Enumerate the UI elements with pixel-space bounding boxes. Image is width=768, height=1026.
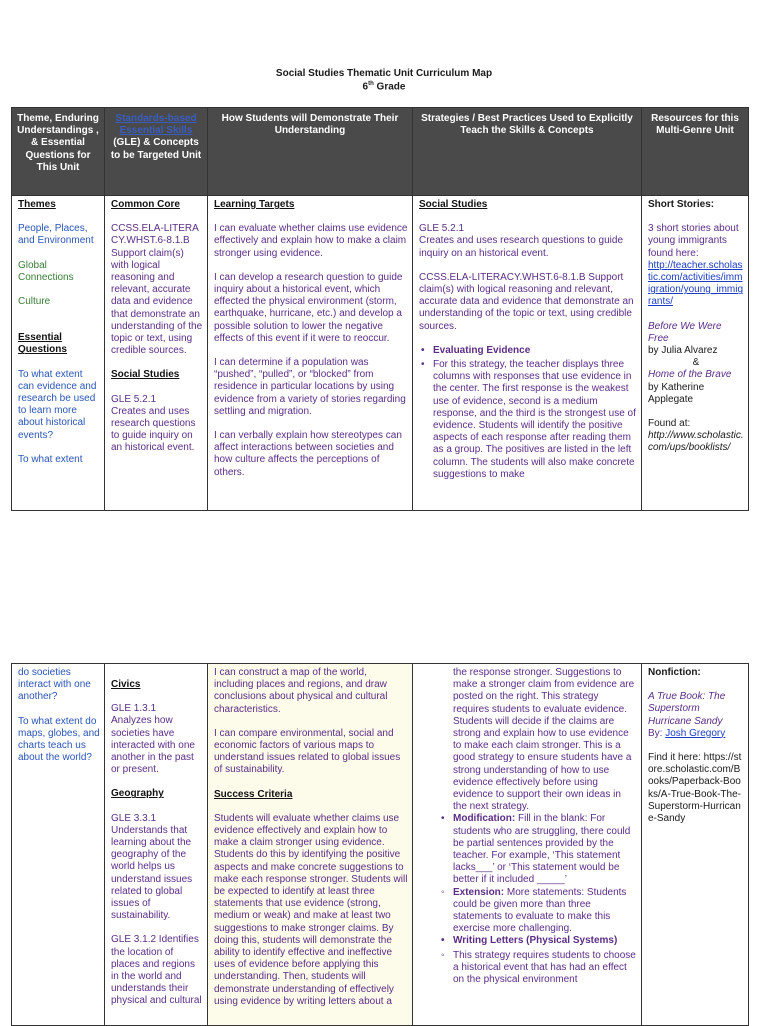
- themes-heading: Themes: [18, 199, 56, 210]
- cell-standards: [105, 196, 208, 511]
- learning-target: I can develop a research question to guide inquiry about a historical event, which effected the physical environment (storm, earthquake, hurricane, etc.) and develop a possible solution to lower the negative effects of this event if it were to reoccur.: [214, 271, 403, 344]
- standard-code: CCSS.ELA-LITERACY.WHST.6-8.1.B: [111, 223, 199, 247]
- bullet-icon: •: [441, 813, 445, 825]
- success-criteria-heading: Success Criteria: [214, 788, 293, 800]
- essential-question: To what extent can evidence and research be used to learn more about historical events?: [18, 368, 97, 441]
- short-stories-link[interactable]: http://teacher.scholastic.com/activities/immigration/young_immigrants/: [648, 259, 744, 308]
- gle-text: Analyzes how societies have interacted with one another in the past or present.: [111, 715, 195, 776]
- cell-resources: [642, 196, 749, 511]
- extension-label: Extension:: [453, 886, 505, 898]
- ampersand: &: [692, 357, 700, 369]
- cell-themes-cont: [12, 664, 105, 1026]
- standards-link[interactable]: Standards-based Essential Skills: [115, 113, 197, 137]
- theme-item: Culture: [18, 296, 51, 308]
- gle-text: Creates and uses research questions to guide inquiry on an historical event.: [419, 235, 624, 259]
- circle-bullet-icon: ◦: [441, 886, 445, 898]
- col-header-resources: [642, 108, 749, 196]
- col-header-strategies-text: Strategies / Best Practices Used to Explicitly Teach the Skills & Concepts: [421, 113, 633, 137]
- learning-target: I can verbally explain how stereotypes can affect interactions between societies and how culture affects the perceptions of others.: [214, 430, 402, 478]
- col-header-demonstrate: [208, 108, 413, 196]
- short-stories-heading: Short Stories:: [648, 199, 715, 210]
- document-title: Social Studies Thematic Unit Curriculum Map: [275, 68, 493, 79]
- standard-text: Support claim(s) with logical reasoning and relevant, accurate data and evidence that demonstrate an understanding of the topic or text, using credible sources.: [111, 247, 203, 357]
- book-title: A True Book: The Superstorm Hurricane Sandy: [648, 691, 726, 727]
- geography-heading: Geography: [111, 788, 164, 800]
- modification-label: Modification:: [453, 813, 516, 825]
- strategy-list: [419, 345, 637, 481]
- found-at-url: http://www.scholastic.com/ups/booklists/: [648, 430, 744, 454]
- social-studies-heading: Social Studies: [419, 199, 488, 210]
- essential-question: do societies interact with one another?: [18, 667, 91, 703]
- strategy-title: Evaluating Evidence: [433, 344, 531, 356]
- grade-suffix: th: [368, 81, 374, 87]
- bullet-icon: •: [421, 359, 425, 371]
- grade-label: [0, 81, 768, 92]
- col-header-theme: [12, 108, 105, 196]
- col-header-theme-text: Theme, Enduring Understandings , & Essential Questions for This Unit: [17, 113, 99, 173]
- cell-strategies-cont: [413, 664, 642, 1026]
- grade-number: 6: [362, 81, 369, 93]
- strategy-item: [441, 886, 637, 936]
- civics-heading: Civics: [111, 679, 141, 690]
- success-criteria-text: Students will evaluate whether claims use evidence effectively and explain how to make a claim stronger using evidence. Students do this by identifying the positive aspects and make concrete suggestions to make each response stronger. Students will be expected to identify at least three statements that use evidence (strong, medium or weak) and make at least two suggestions to make stronger claims. By doing this, students will demonstrate the ability to identify effective and ineffective uses of evidence before applying this understanding. Then, students will demonstrate understanding of effectively using evidence by writing letters about a: [214, 812, 408, 1007]
- gle-text: Creates and uses research questions to guide inquiry on an historical event.: [111, 405, 196, 454]
- book-title: Before We Were Free: [648, 320, 722, 344]
- strategy-item: [421, 359, 637, 481]
- strategy-text: the response stronger. Suggestions to make a stronger claim from evidence are posted on the right. This strategy requires students to evaluate evidence. Students will decide if the claims are strong and explain how to use evidence to make each claim stronger. This is a good strategy to ensure students have a strong understanding of how to use evidence effectively before using evidence to support their own ideas in the next strategy.: [453, 667, 635, 813]
- found-at-label: Found at:: [648, 418, 691, 430]
- author-link[interactable]: Josh Gregory: [665, 727, 726, 739]
- short-stories-intro: 3 short stories about young immigrants found here:: [648, 223, 739, 259]
- cell-strategies: [413, 196, 642, 511]
- circle-bullet-icon: ◦: [441, 949, 445, 961]
- common-core-standard: CCSS.ELA-LITERACY.WHST.6-8.1.B Support claim(s) with logical reasoning and relevant, accurate data and evidence that demonstrate an understanding of the topic or text, using credible sources.: [419, 271, 634, 332]
- essential-question: To what extent: [18, 453, 83, 465]
- learning-target: I can evaluate whether claims use evidence effectively and explain how to make a claim stronger using evidence.: [214, 223, 408, 259]
- strategy-text: This strategy requires students to choose a historical event that has had an effect on the physical environment: [453, 949, 636, 986]
- learning-targets-heading: Learning Targets: [214, 199, 295, 210]
- theme-item: People, Places, and Environment: [18, 223, 94, 247]
- curriculum-table-page-2: [11, 663, 749, 1026]
- nonfiction-heading: Nonfiction:: [648, 667, 701, 678]
- theme-item: Global Connections: [18, 259, 74, 283]
- cell-demonstrate-cont: [208, 664, 413, 1026]
- strategy-item: [441, 935, 637, 947]
- gle-code: GLE 5.2.1: [419, 223, 465, 235]
- modification-text: Fill in the blank: For students who are struggling, there could be partial sentences provided by the teacher. For example, ‘This statement lacks___’ or ‘This statement would be better if it included _____’: [453, 813, 631, 886]
- curriculum-table-page-1: [11, 107, 749, 511]
- gle-code: GLE 1.3.1: [111, 703, 157, 715]
- gle-code: GLE 5.2.1: [111, 393, 157, 405]
- strategy-text: For this strategy, the teacher displays three columns with responses that use evidence in the center. The first response is the weakest use of evidence, second is a medium response, and the third is the strongest use of evidence. Students will identify the positive aspects of each response after reading them as a group. The positives are listed in the left column. The students will also make concrete suggestions to make: [433, 359, 636, 480]
- cell-themes: [12, 196, 105, 511]
- gle-text: GLE 3.1.2 Identifies the location of places and regions in the world and understands their physical and cultural: [111, 934, 202, 1007]
- book-author: by Katherine Applegate: [648, 381, 705, 405]
- learning-target: I can compare environmental, social and economic factors of various maps to understand issues related to global issues of sustainability.: [214, 727, 401, 776]
- learning-target: I can construct a map of the world, including places and regions, and draw conclusions about physical and cultural characteristics.: [214, 667, 388, 715]
- book-title: Home of the Brave: [648, 369, 732, 381]
- book-author: by Julia Alvarez: [648, 345, 718, 357]
- bullet-icon: •: [441, 935, 445, 947]
- cell-resources-cont: [642, 664, 749, 1026]
- essential-questions-heading: Essential Questions: [18, 332, 67, 356]
- essential-question: To what extent do maps, globes, and charts teach us about the world?: [18, 715, 100, 764]
- strategy-item: [421, 344, 637, 357]
- find-it-here: Find it here: https://store.scholastic.com/Books/Paperback-Books/A-True-Book-The-Superstorm-Hurricane-Sandy: [648, 752, 742, 825]
- cell-standards-cont: [105, 664, 208, 1026]
- book-author-line: [648, 728, 744, 740]
- social-studies-heading: Social Studies: [111, 369, 180, 381]
- col-header-resources-text: Resources for this Multi-Genre Unit: [651, 113, 739, 137]
- strategy-title: Writing Letters (Physical Systems): [453, 935, 618, 947]
- bullet-icon: •: [421, 344, 425, 356]
- strategy-item: [441, 949, 637, 987]
- strategy-item: [441, 813, 637, 886]
- common-core-heading: Common Core: [111, 199, 180, 210]
- col-header-standards: [105, 108, 208, 196]
- col-header-standards-text: (GLE) & Concepts to be Targeted Unit: [110, 137, 202, 161]
- gle-text: Understands that learning about the geography of the world helps us understand issues related to global issues of sustainability.: [111, 824, 193, 922]
- grade-word: Grade: [373, 81, 406, 93]
- gle-code: GLE 3.3.1: [111, 812, 157, 824]
- col-header-demonstrate-text: How Students will Demonstrate Their Understanding: [221, 113, 399, 137]
- col-header-strategies: [413, 108, 642, 196]
- cell-demonstrate: [208, 196, 413, 511]
- extension-text: More statements: Students could be given more than three statements to evaluate to make this exercise more challenging.: [453, 886, 627, 935]
- by-label: By:: [648, 727, 666, 739]
- learning-target: I can determine if a population was “pushed”, “pulled”, or “blocked” from residence in particular locations by using evidence from a variety of stories regarding settling and migration.: [214, 357, 406, 417]
- strategy-list: [439, 813, 637, 986]
